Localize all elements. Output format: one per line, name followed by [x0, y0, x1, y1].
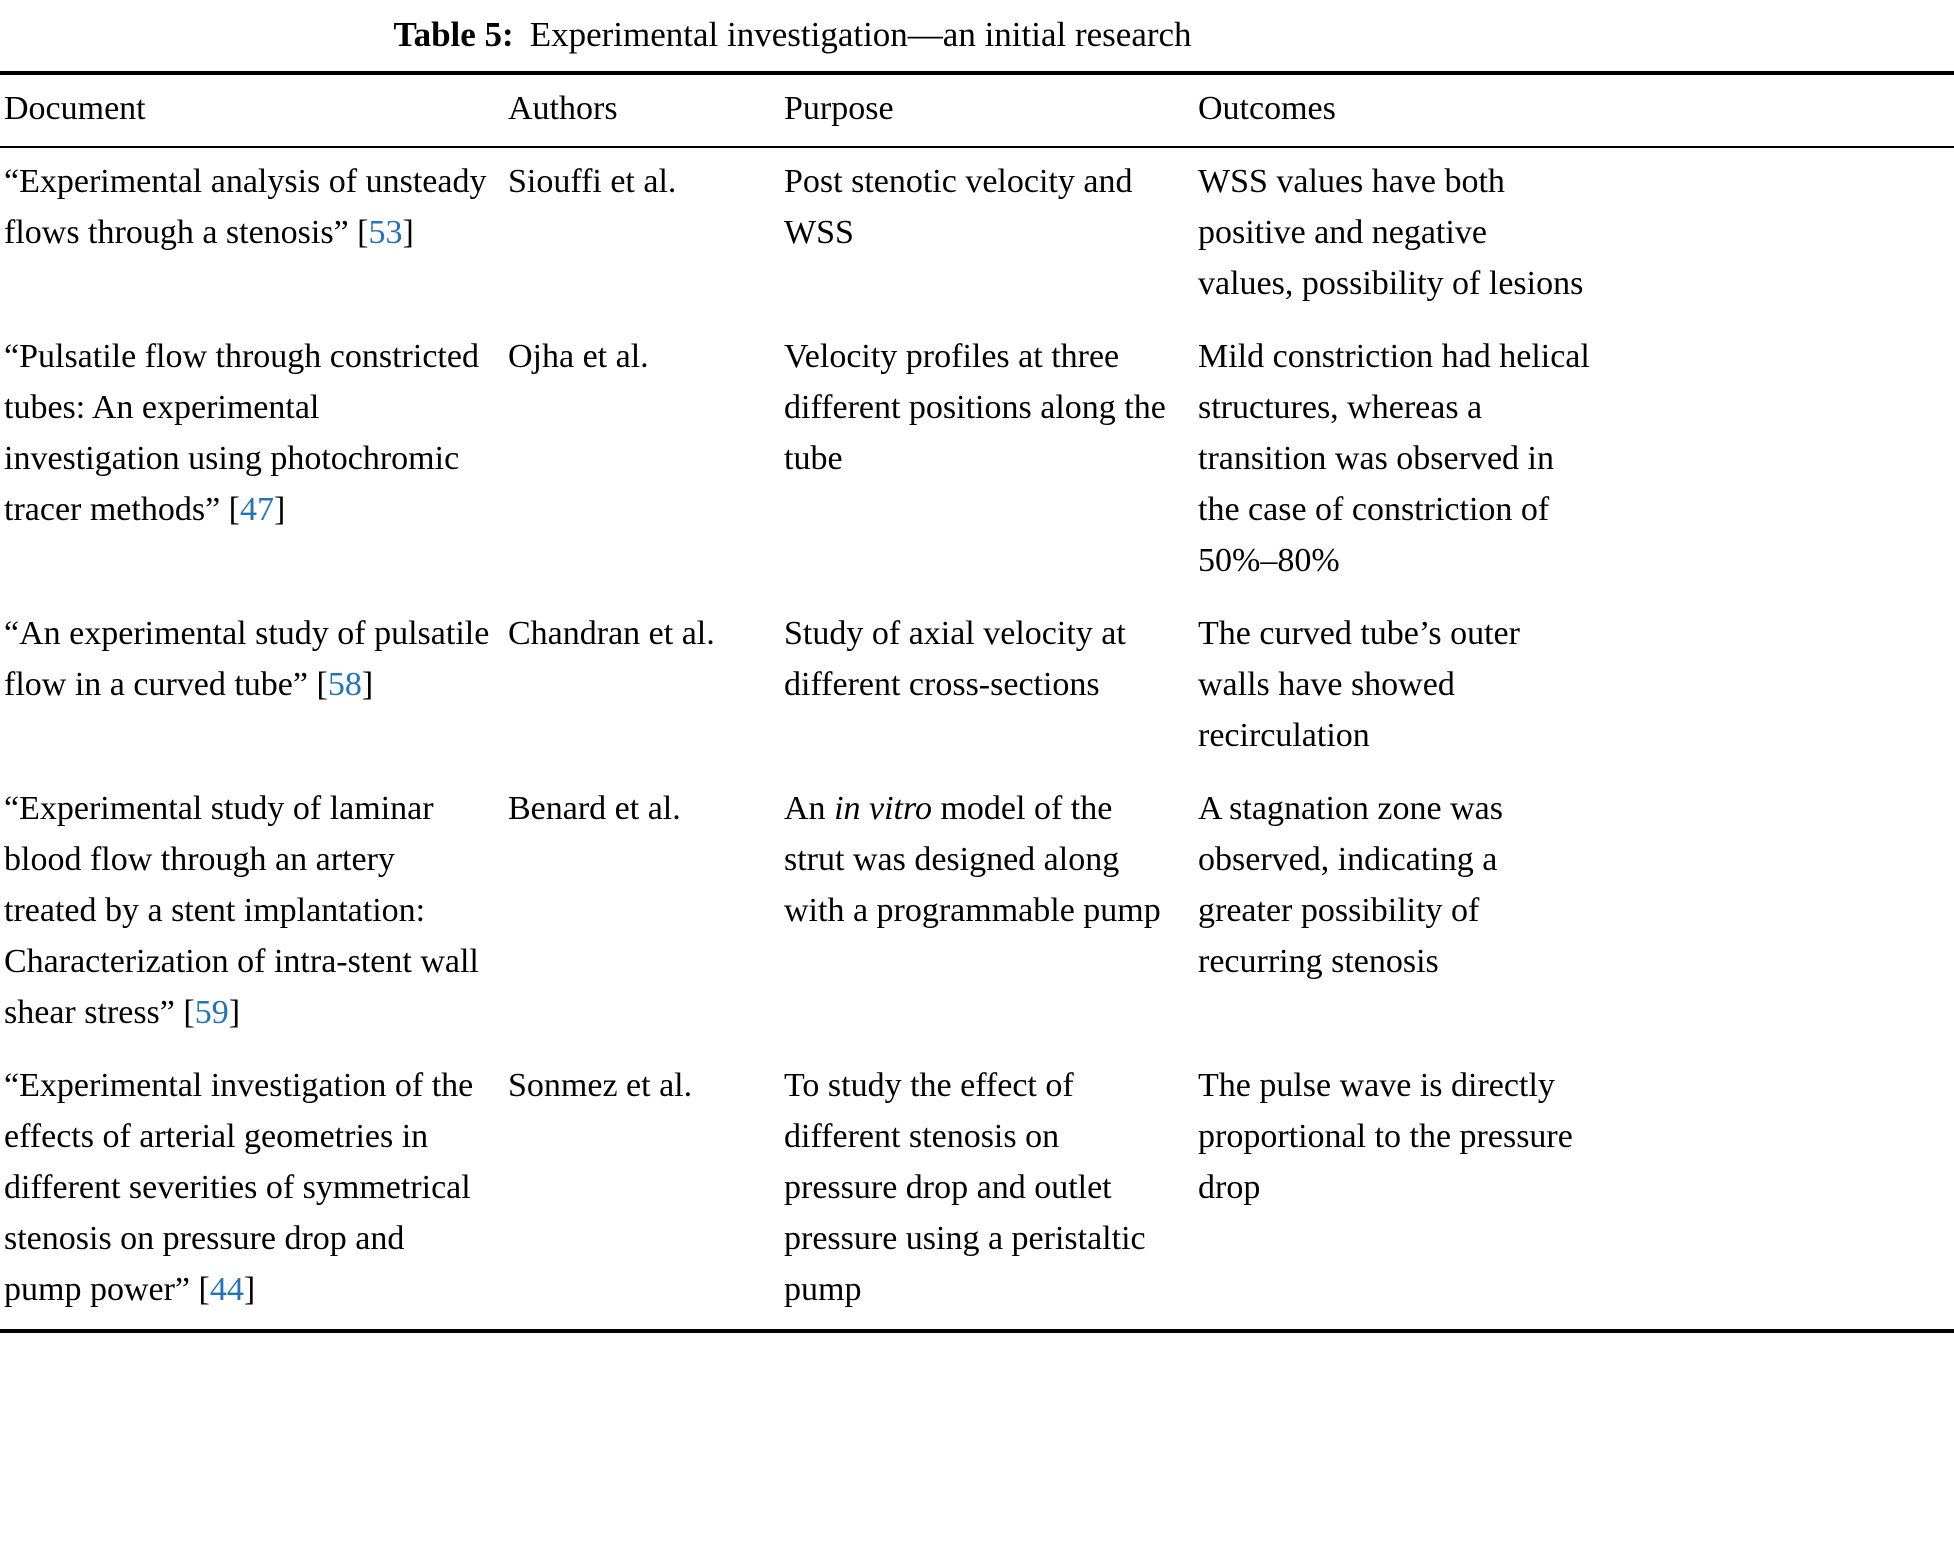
cell-document-segment: “Experimental analysis of unsteady flows through a stenosis” [ [4, 163, 487, 251]
cell-document-segment: “Experimental study of laminar blood flow through an artery treated by a stent implantation: Characterization of intra-stent wall shear stress” [ [4, 790, 479, 1031]
citation-link[interactable]: 53 [368, 214, 403, 251]
cell-purpose-text [784, 331, 1198, 484]
cell-purpose-text [784, 608, 1198, 710]
cell-document-text [4, 1060, 508, 1315]
cell-purpose-text [784, 156, 1198, 258]
cell-authors [508, 600, 784, 775]
cell-document [0, 600, 508, 775]
cell-outcomes-text: Mild constriction had helical structures, whereas a transition was observed in the case of constriction of 50%–80% [1198, 338, 1590, 579]
cell-document [0, 323, 508, 600]
literature-review-table [0, 71, 1954, 1333]
cell-document [0, 147, 508, 323]
cell-outcomes-text: The pulse wave is directly proportional to the pressure drop [1198, 1067, 1573, 1206]
citation-link[interactable]: 59 [194, 994, 229, 1031]
cell-document-segment: ] [243, 1271, 256, 1308]
cell-outcomes [1198, 600, 1954, 775]
cell-document-text [4, 783, 508, 1038]
column-header-purpose: Purpose [784, 73, 1198, 147]
cell-document-segment: ] [402, 214, 414, 251]
table-row [0, 1052, 1954, 1331]
table-caption-text: Experimental investigation—an initial research [529, 15, 1192, 54]
cell-purpose-text [784, 783, 1198, 936]
cell-purpose [784, 1052, 1198, 1331]
cell-purpose [784, 147, 1198, 323]
citation-link[interactable]: 47 [240, 491, 274, 528]
cell-authors-text: Siouffi et al. [508, 163, 677, 200]
cell-purpose [784, 775, 1198, 1052]
cell-purpose-segment-italic: in vitro [834, 790, 932, 827]
cell-purpose-segment: model of the strut was designed along with a programmable pump [784, 790, 1161, 929]
table-row [0, 323, 1954, 600]
table-row [0, 600, 1954, 775]
cell-document-segment: “Experimental investigation of the effects of arterial geometries in different severities of symmetrical stenosis on pressure drop and pump power” [ [4, 1067, 474, 1308]
cell-purpose-segment: Post stenotic velocity and WSS [784, 163, 1133, 251]
cell-purpose [784, 323, 1198, 600]
cell-purpose-segment: Study of axial velocity at different cross-sections [784, 615, 1126, 703]
table-body [0, 147, 1954, 1331]
cell-document-segment: “Pulsatile flow through constricted tubes: An experimental investigation using photochromic tracer methods” [ [4, 338, 479, 528]
cell-purpose [784, 600, 1198, 775]
column-header-outcomes: Outcomes [1198, 73, 1954, 147]
citation-link[interactable]: 44 [209, 1271, 244, 1308]
cell-outcomes-text: A stagnation zone was observed, indicating a greater possibility of recurring stenosis [1198, 790, 1503, 980]
cell-authors [508, 147, 784, 323]
table-row [0, 147, 1954, 323]
cell-authors [508, 1052, 784, 1331]
cell-authors [508, 323, 784, 600]
cell-outcomes [1198, 323, 1954, 600]
cell-document-text [4, 608, 508, 710]
cell-purpose-segment: Velocity profiles at three different positions along the tube [784, 338, 1166, 477]
table-caption [0, 6, 1585, 71]
cell-purpose-text [784, 1060, 1198, 1315]
cell-document-segment: “An experimental study of pulsatile flow in a curved tube” [ [4, 615, 490, 703]
cell-outcomes-text: WSS values have both positive and negative values, possibility of lesions [1198, 163, 1584, 302]
cell-document-text [4, 156, 508, 258]
table-row [0, 775, 1954, 1052]
cell-outcomes [1198, 1052, 1954, 1331]
cell-document [0, 775, 508, 1052]
cell-document-segment: ] [228, 994, 241, 1031]
cell-authors [508, 775, 784, 1052]
cell-document-segment: ] [274, 491, 286, 528]
citation-link[interactable]: 58 [327, 666, 362, 703]
table-number-label: Table 5: [393, 15, 514, 54]
table-header-row [0, 73, 1954, 147]
cell-document [0, 1052, 508, 1331]
cell-authors-text: Sonmez et al. [508, 1067, 693, 1104]
column-header-authors: Authors [508, 73, 784, 147]
cell-document-text [4, 331, 508, 535]
cell-outcomes [1198, 147, 1954, 323]
cell-authors-text: Chandran et al. [508, 615, 715, 652]
cell-authors-text: Benard et al. [508, 790, 681, 827]
cell-outcomes [1198, 775, 1954, 1052]
cell-document-segment: ] [361, 666, 374, 703]
cell-purpose-segment: An [784, 790, 835, 827]
column-header-document: Document [0, 73, 508, 147]
cell-outcomes-text: The curved tube’s outer walls have showed recirculation [1198, 615, 1520, 754]
cell-purpose-segment: To study the effect of different stenosis on pressure drop and outlet pressure using a peristaltic pump [784, 1067, 1146, 1308]
cell-authors-text: Ojha et al. [508, 338, 649, 375]
